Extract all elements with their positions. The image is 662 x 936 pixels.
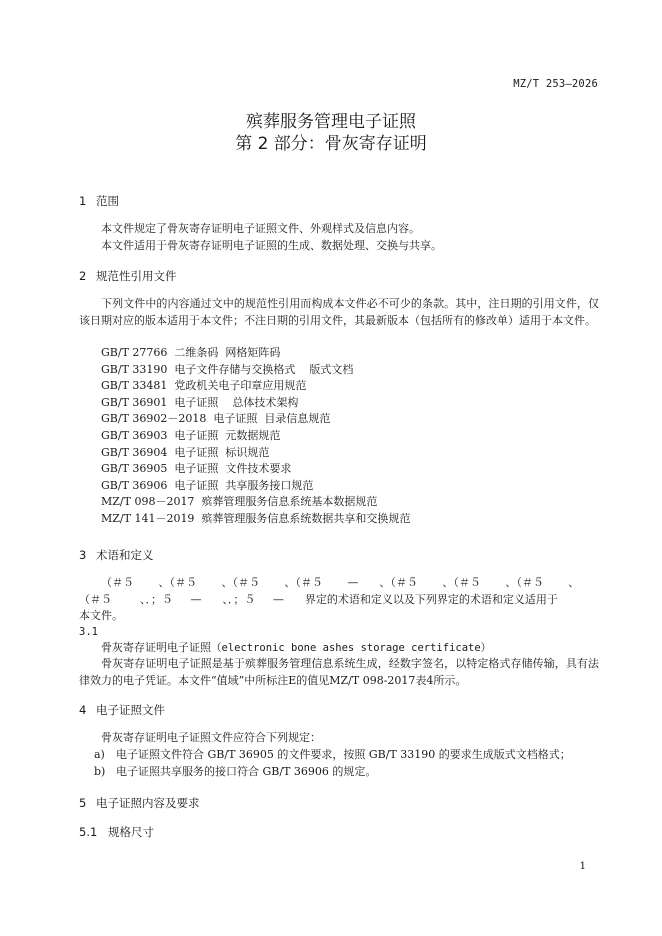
term-en: （electronic bone ashes storage certificate） [211,642,492,654]
reference-item: GB/T 36906 电子证照 共享服务接口规范 [101,478,314,492]
reference-item: MZ/T 141－2019 殡葬管理服务信息系统数据共享和交换规范 [101,511,411,525]
section-3-garbled-line-1: （＃５ 、（＃５ 、（＃５ 、（＃５ — 、（＃５ 、（＃５ 、（＃５ 、 [101,576,580,589]
subsection-5-1-number: 5.1 [79,825,98,839]
section-1-number: 1 [79,194,87,208]
subsection-3-1-number: 3.1 [79,626,98,638]
section-3-garbled-line-3: 本文件。 [79,609,123,622]
section-1-para-1: 本文件规定了骨灰寄存证明电子证照文件、外观样式及信息内容。 [101,222,420,235]
section-5-number: 5 [79,796,87,810]
standard-code: MZ/T 253—2026 [513,78,598,90]
reference-item: GB/T 33481 党政机关电子印章应用规范 [101,379,307,393]
reference-item: GB/T 36903 电子证照 元数据规范 [101,428,281,442]
reference-item: GB/T 36902－2018 电子证照 目录信息规范 [101,412,331,426]
section-5-title: 电子证照内容及要求 [96,796,200,810]
page-number: 1 [579,861,586,872]
section-2-number: 2 [79,269,87,283]
reference-item: GB/T 27766 二维条码 网格矩阵码 [101,346,281,359]
section-4-title: 电子证照文件 [96,703,165,717]
list-item-label: a) [94,748,105,761]
subsection-5-1-heading [79,824,154,840]
section-1-para-2: 本文件适用于骨灰寄存证明电子证照的生成、数据处理、交换与共享。 [101,239,442,252]
section-4-intro: 骨灰寄存证明电子证照文件应符合下列规定： [101,731,321,744]
list-item [94,747,571,764]
section-2-intro: 下列文件中的内容通过文中的规范性引用而构成本文件必不可少的条款。其中，注日期的引用文件，仅该日期对应的版本适用于本文件；不注日期的引用文件，其最新版本（包括所有的修改单）适用于本文件。 [79,297,599,327]
reference-item: GB/T 33190 电子文件存储与交换格式 版式文档 [101,362,354,376]
document-title-line2: 第 2 部分：骨灰寄存证明 [235,134,427,154]
reference-item: GB/T 36901 电子证照 总体技术架构 [101,395,299,409]
section-3-number: 3 [79,548,87,562]
section-3-heading [79,547,154,563]
term-definition: 骨灰寄存证明电子证照是基于殡葬服务管理信息系统生成，经数字签名，以特定格式存储传输，具有法律效力的电子凭证。本文件“值域”中所标注E的值见MZ/T 098-2017表4所示。 [79,657,599,687]
subsection-5-1-title: 规格尺寸 [108,825,154,839]
reference-item: MZ/T 098－2017 殡葬管理服务信息系统基本数据规范 [101,495,378,509]
list-item [94,764,376,781]
section-1-title: 范围 [96,194,119,208]
section-3-garbled-line-2: （＃５ 、．；５ — 、．；５ — 界定的术语和定义以及下列界定的术语和定义适用于 [79,593,558,606]
section-4-heading [79,702,165,718]
reference-item: GB/T 36904 电子证照 标识规范 [101,445,270,459]
term-zh: 骨灰寄存证明电子证照 [101,641,211,654]
section-5-heading [79,795,200,811]
section-3-title: 术语和定义 [96,548,154,562]
reference-item: GB/T 36905 电子证照 文件技术要求 [101,462,292,476]
list-item-text: 电子证照共享服务的接口符合 GB/T 36906 的规定。 [116,765,377,778]
section-4-number: 4 [79,703,87,717]
term-entry [101,640,491,656]
section-2-title: 规范性引用文件 [96,269,177,283]
list-item-label: b) [94,765,106,778]
normative-reference-list [101,345,410,528]
list-item-text: 电子证照文件符合 GB/T 36905 的文件要求，按照 GB/T 33190 的要求生成版式文档格式； [116,748,571,761]
document-title-line1: 殡葬服务管理电子证照 [246,112,416,132]
section-2-heading [79,268,177,284]
section-1-heading [79,193,119,209]
